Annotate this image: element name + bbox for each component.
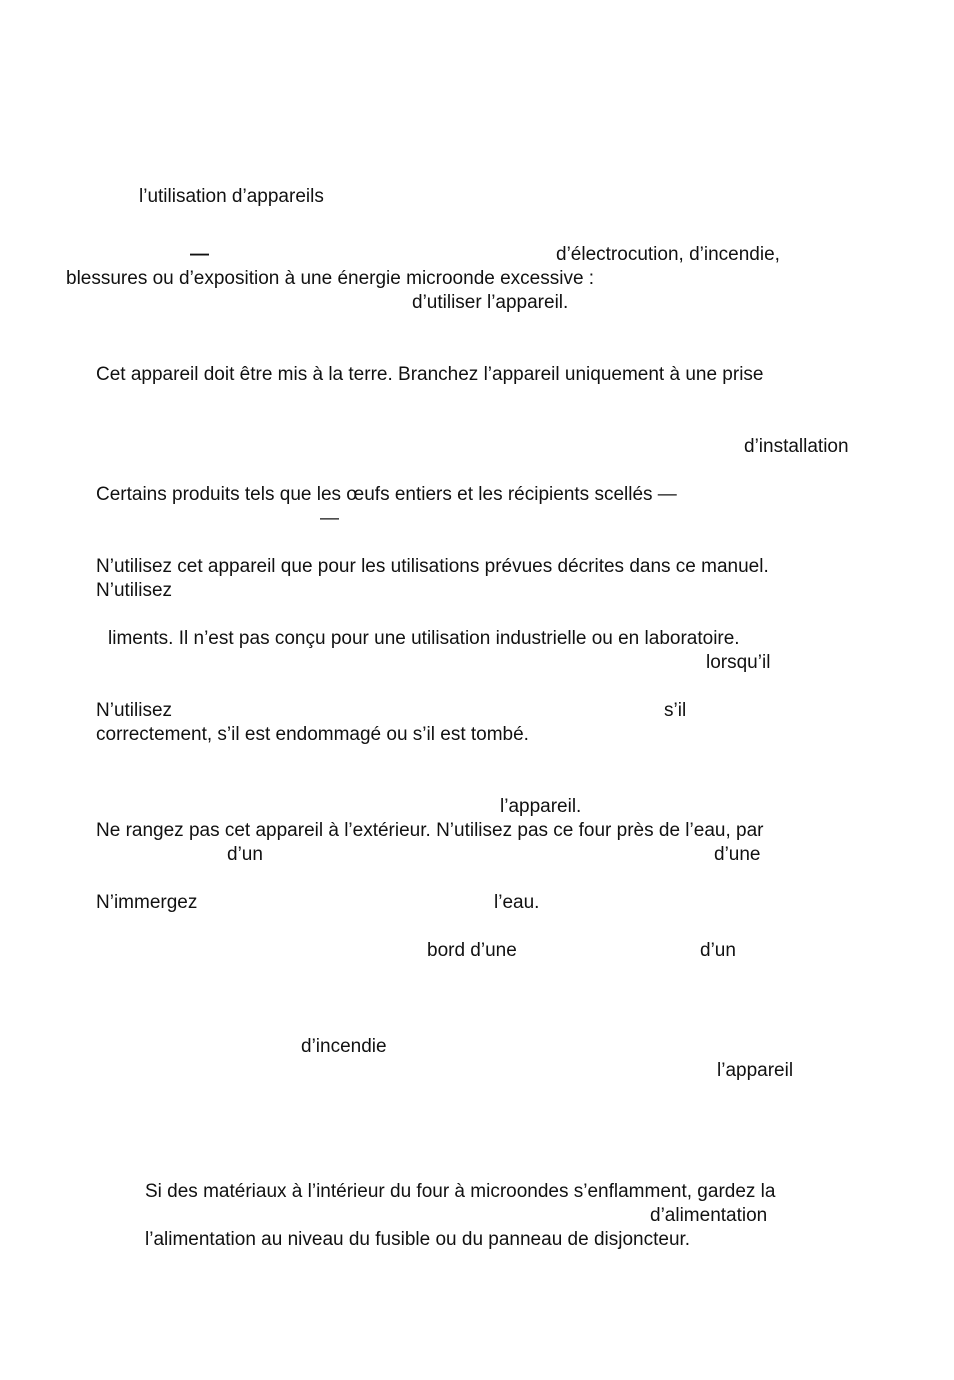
text-line: lorsqu’il — [706, 652, 771, 673]
text-line: d’alimentation — [650, 1205, 768, 1226]
text-line: s’il — [664, 700, 687, 721]
text-line: N’utilisez — [96, 580, 173, 601]
text-line: d’installation — [744, 436, 849, 457]
text-line: d’une — [714, 844, 761, 865]
text-line: Si des matériaux à l’intérieur du four à microondes s’enflamment, gardez la — [145, 1181, 776, 1202]
em-dash: — — [190, 244, 209, 265]
text-line: Cet appareil doit être mis à la terre. Branchez l’appareil uniquement à une prise — [96, 364, 764, 385]
text-line: N’utilisez — [96, 700, 173, 721]
text-line: d’un — [700, 940, 736, 961]
em-dash: — — [320, 508, 339, 529]
text-line: bord d’une — [427, 940, 517, 961]
text-line: liments. Il n’est pas conçu pour une utilisation industrielle ou en laboratoire. — [108, 628, 740, 649]
text-line: l’eau. — [494, 892, 540, 913]
text-line: d’un — [227, 844, 263, 865]
text-line: l’appareil. — [500, 796, 582, 817]
text-line: d’électrocution, d’incendie, — [556, 244, 780, 265]
text-line: l’appareil — [717, 1060, 794, 1081]
text-line: Certains produits tels que les œufs entiers et les récipients scellés — — [96, 484, 677, 505]
text-line: correctement, s’il est endommagé ou s’il est tombé. — [96, 724, 529, 745]
text-line: l’alimentation au niveau du fusible ou du panneau de disjoncteur. — [145, 1229, 691, 1250]
text-line: N’utilisez cet appareil que pour les utilisations prévues décrites dans ce manuel. — [96, 556, 769, 577]
text-line: N’immergez — [96, 892, 198, 913]
text-line: d’utiliser l’appareil. — [412, 292, 569, 313]
text-line: d’incendie — [301, 1036, 387, 1057]
text-line: blessures ou d’exposition à une énergie microonde excessive : — [66, 268, 595, 289]
text-line: l’utilisation d’appareils — [139, 186, 324, 207]
text-line: Ne rangez pas cet appareil à l’extérieur. N’utilisez pas ce four près de l’eau, par — [96, 820, 764, 841]
